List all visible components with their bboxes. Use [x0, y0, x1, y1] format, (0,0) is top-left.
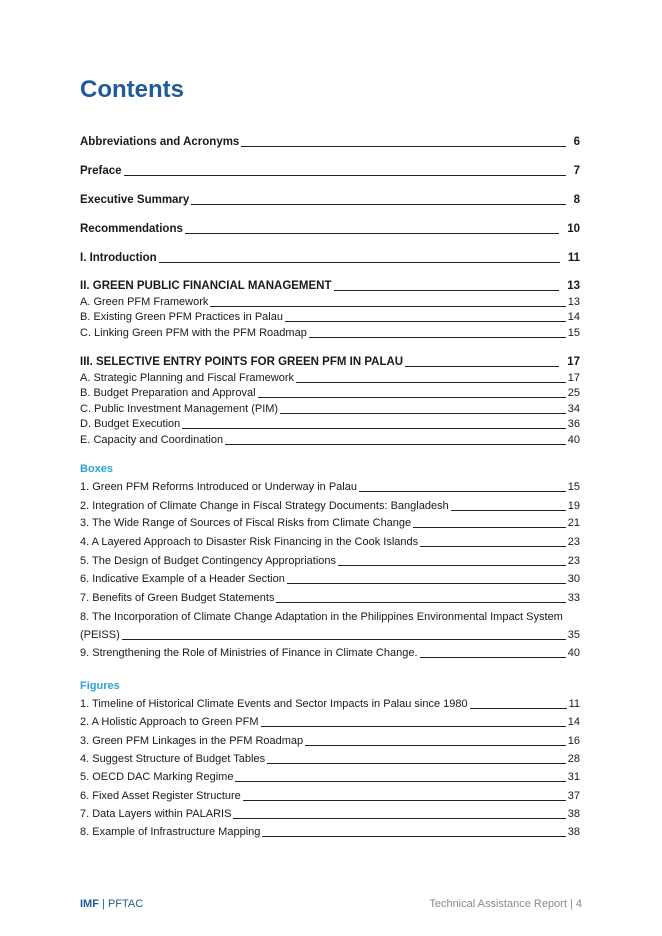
toc-page-number: 35	[567, 629, 580, 641]
toc-entry-label: 4. A Layered Approach to Disaster Risk Financing in the Cook Islands	[80, 536, 419, 548]
toc-entry-entry-points[interactable]	[80, 356, 580, 369]
toc-entry-abbreviations[interactable]	[80, 136, 580, 149]
boxes-heading: Boxes	[80, 463, 114, 475]
toc-subentry[interactable]	[80, 311, 580, 324]
toc-entry-label: III. SELECTIVE ENTRY POINTS FOR GREEN PFM IN PALAU	[80, 356, 404, 368]
toc-entry-label: Preface	[80, 165, 122, 177]
toc-page-number: 14	[567, 311, 580, 323]
toc-figure-entry[interactable]	[80, 790, 580, 803]
toc-page-number: 31	[567, 771, 580, 783]
toc-entry-label: 8. The Incorporation of Climate Change Adaptation in the Philippines Environmental Impact System	[80, 611, 563, 623]
toc-entry-executive-summary[interactable]	[80, 194, 580, 207]
toc-page-number: 25	[567, 387, 580, 399]
toc-subentry[interactable]	[80, 418, 580, 431]
toc-page-number: 23	[567, 536, 580, 548]
toc-box-entry[interactable]	[80, 592, 580, 605]
toc-entry-label: 1. Timeline of Historical Climate Events and Sector Impacts in Palau since 1980	[80, 698, 468, 710]
toc-entry-recommendations[interactable]	[80, 223, 580, 236]
toc-entry-introduction[interactable]	[80, 252, 580, 265]
toc-figure-entry[interactable]	[80, 735, 580, 748]
toc-entry-label: 6. Indicative Example of a Header Section	[80, 573, 285, 585]
toc-figure-entry[interactable]	[80, 771, 580, 784]
toc-subentry[interactable]	[80, 296, 580, 309]
toc-subentry[interactable]	[80, 403, 580, 416]
toc-page-number: 40	[567, 434, 580, 446]
toc-figure-entry[interactable]	[80, 698, 580, 711]
toc-page-number: 15	[567, 481, 580, 493]
toc-figure-entry[interactable]	[80, 753, 580, 766]
toc-box-entry[interactable]	[80, 481, 580, 494]
toc-entry-label: D. Budget Execution	[80, 418, 181, 430]
toc-entry-label: 4. Suggest Structure of Budget Tables	[80, 753, 266, 765]
toc-page-number: 13	[567, 280, 580, 292]
toc-entry-label: 5. The Design of Budget Contingency Appropriations	[80, 555, 337, 567]
toc-page-number: 34	[567, 403, 580, 415]
toc-subentry[interactable]	[80, 434, 580, 447]
toc-box-entry-line1[interactable]	[80, 611, 580, 624]
toc-entry-label: A. Green PFM Framework	[80, 296, 209, 308]
toc-subentry[interactable]	[80, 387, 580, 400]
toc-entry-label: 7. Benefits of Green Budget Statements	[80, 592, 275, 604]
figures-heading: Figures	[80, 680, 120, 692]
footer-separator: |	[98, 898, 108, 910]
toc-page-number: 14	[567, 716, 580, 728]
toc-entry-label: 8. Example of Infrastructure Mapping	[80, 826, 261, 838]
toc-box-entry[interactable]	[80, 517, 580, 530]
toc-page-number: 38	[567, 808, 580, 820]
toc-entry-label: Recommendations	[80, 223, 183, 235]
toc-page-number: 15	[567, 327, 580, 339]
toc-page-number: 6	[573, 136, 580, 148]
footer-report-label: Technical Assistance Report | 4	[429, 898, 582, 910]
toc-page-number: 28	[567, 753, 580, 765]
toc-page-number: 40	[567, 647, 580, 659]
toc-entry-label: I. Introduction	[80, 252, 157, 264]
toc-entry-label: II. GREEN PUBLIC FINANCIAL MANAGEMENT	[80, 280, 332, 292]
toc-subentry[interactable]	[80, 327, 580, 340]
toc-box-entry[interactable]	[80, 555, 580, 568]
toc-box-entry[interactable]	[80, 500, 580, 513]
toc-page-number: 11	[567, 252, 580, 264]
toc-entry-label: 1. Green PFM Reforms Introduced or Underway in Palau	[80, 481, 357, 493]
toc-entry-label: 7. Data Layers within PALARIS	[80, 808, 232, 820]
toc-entry-label: 3. The Wide Range of Sources of Fiscal Risks from Climate Change	[80, 517, 412, 529]
toc-entry-label: 6. Fixed Asset Register Structure	[80, 790, 241, 802]
toc-entry-label: Abbreviations and Acronyms	[80, 136, 240, 148]
toc-page-number: 17	[567, 356, 580, 368]
toc-entry-label: 9. Strengthening the Role of Ministries of Finance in Climate Change.	[80, 647, 418, 659]
toc-box-entry[interactable]	[80, 647, 580, 660]
toc-entry-preface[interactable]	[80, 165, 580, 178]
footer-dept: PFTAC	[107, 898, 144, 910]
toc-page-number: 19	[567, 500, 580, 512]
toc-entry-label: 5. OECD DAC Marking Regime	[80, 771, 234, 783]
toc-figure-entry[interactable]	[80, 716, 580, 729]
toc-entry-label: C. Public Investment Management (PIM)	[80, 403, 279, 415]
toc-page-number: 13	[567, 296, 580, 308]
toc-entry-label: A. Strategic Planning and Fiscal Framework	[80, 372, 294, 384]
toc-box-entry-line2[interactable]	[80, 629, 580, 642]
toc-figure-entry[interactable]	[80, 826, 580, 839]
page-title: Contents	[80, 76, 184, 103]
toc-page-number: 16	[567, 735, 580, 747]
toc-entry-label: B. Budget Preparation and Approval	[80, 387, 256, 399]
toc-page-number: 7	[573, 165, 580, 177]
toc-entry-label: 3. Green PFM Linkages in the PFM Roadmap	[80, 735, 304, 747]
toc-figure-entry[interactable]	[80, 808, 580, 821]
toc-entry-label: Executive Summary	[80, 194, 190, 206]
toc-page-number: 23	[567, 555, 580, 567]
toc-entry-label: B. Existing Green PFM Practices in Palau	[80, 311, 283, 323]
toc-box-entry[interactable]	[80, 536, 580, 549]
toc-entry-label: 2. Integration of Climate Change in Fiscal Strategy Documents: Bangladesh	[80, 500, 449, 512]
toc-page-number: 17	[567, 372, 580, 384]
toc-page-number: 21	[567, 517, 580, 529]
footer-imf: IMF	[80, 898, 99, 910]
toc-entry-label: (PEISS)	[80, 629, 120, 641]
toc-box-entry[interactable]	[80, 573, 580, 586]
toc-page-number: 37	[567, 790, 580, 802]
toc-entry-label: C. Linking Green PFM with the PFM Roadmap	[80, 327, 307, 339]
toc-entry-label: 2. A Holistic Approach to Green PFM	[80, 716, 259, 728]
toc-page-number: 11	[568, 698, 580, 710]
toc-entry-green-pfm[interactable]	[80, 280, 580, 293]
toc-page-number: 8	[573, 194, 580, 206]
toc-page-number: 38	[567, 826, 580, 838]
toc-page-number: 33	[567, 592, 580, 604]
toc-page-number: 10	[567, 223, 580, 235]
footer-org	[80, 898, 143, 910]
toc-entry-label: E. Capacity and Coordination	[80, 434, 224, 446]
toc-subentry[interactable]	[80, 372, 580, 385]
toc-page-number: 36	[567, 418, 580, 430]
toc-page-number: 30	[567, 573, 580, 585]
